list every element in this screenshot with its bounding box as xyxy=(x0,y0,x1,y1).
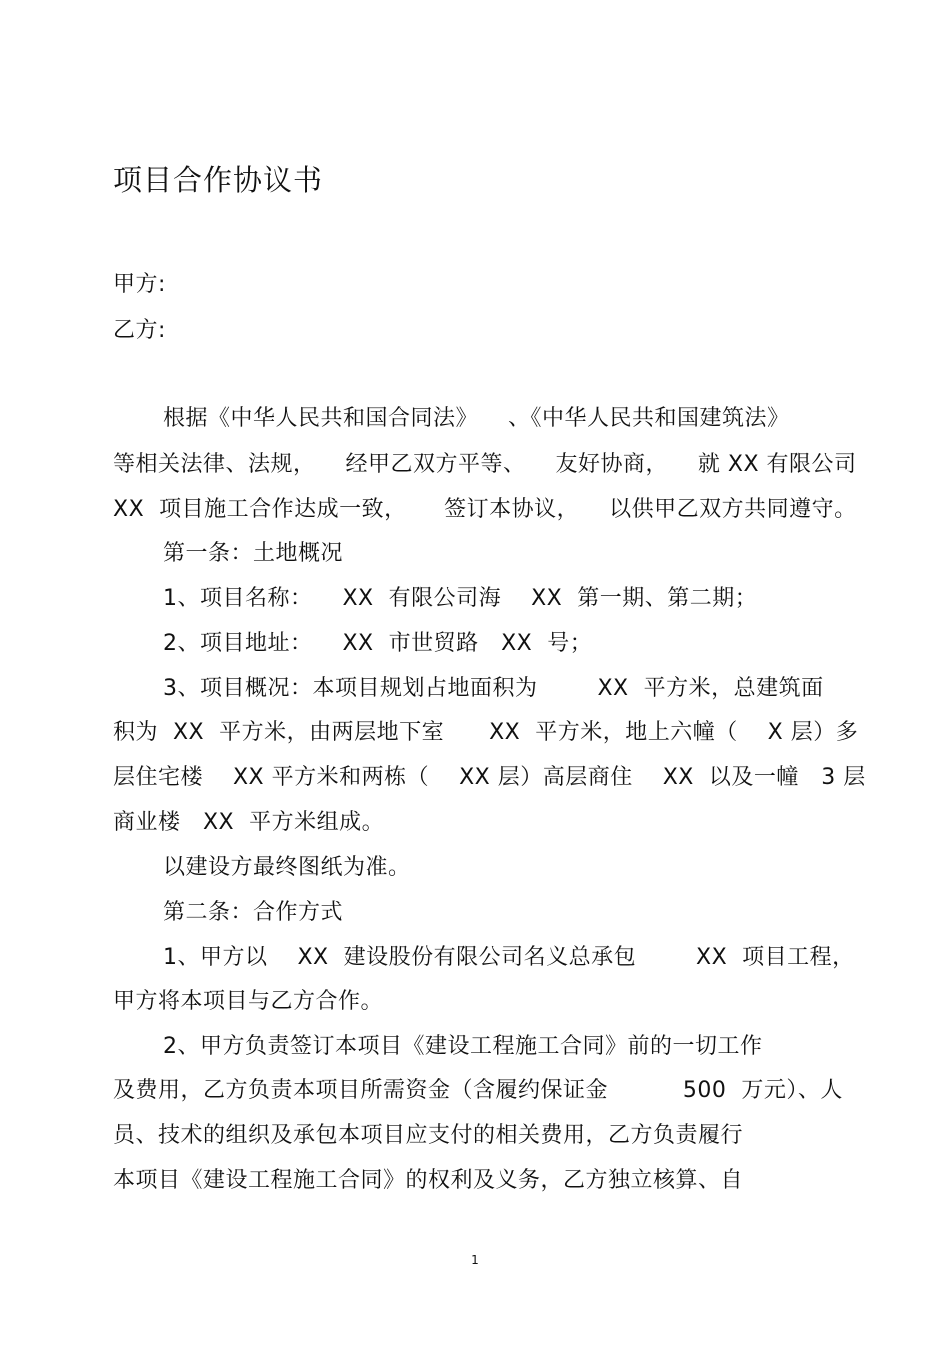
body-line: 本项目《建设工程施工合同》的权利及义务，乙方独立核算、自 xyxy=(113,1168,744,1193)
page-number: 1 xyxy=(471,1253,479,1267)
body-line: 员、技术的组织及承包本项目应支付的相关费用，乙方负责履行 xyxy=(113,1123,744,1148)
body-line: 商业楼 XX 平方米组成。 xyxy=(113,810,385,835)
section-heading: 第一条：土地概况 xyxy=(163,541,344,566)
body-line: 1、项目名称： XX 有限公司海 XX 第一期、第二期； xyxy=(163,586,758,611)
body-line: 层住宅楼 XX 平方米和两栋（ XX 层）高层商住 XX 以及一幢 3 层 xyxy=(113,765,866,790)
body-line: XX 项目施工合作达成一致， 签订本协议， 以供甲乙双方共同遵守。 xyxy=(113,497,857,522)
document-title: 项目合作协议书 xyxy=(113,163,324,197)
body-line: 1、甲方以 XX 建设股份有限公司名义总承包 XX 项目工程， xyxy=(163,945,855,970)
party-b-label: 乙方: xyxy=(113,318,166,343)
party-a-label: 甲方: xyxy=(113,272,166,297)
body-line: 及费用，乙方负责本项目所需资金（含履约保证金 500 万元）、人 xyxy=(113,1078,843,1103)
section-heading: 第二条：合作方式 xyxy=(163,900,344,925)
body-line: 积为 XX 平方米，由两层地下室 XX 平方米，地上六幢（ X 层）多 xyxy=(113,720,859,745)
body-line: 根据《中华人民共和国合同法》 、《中华人民共和国建筑法》 xyxy=(163,406,790,431)
body-line: 3、项目概况：本项目规划占地面积为 XX 平方米，总建筑面 xyxy=(163,676,824,701)
body-line: 2、项目地址： XX 市世贸路 XX 号； xyxy=(163,631,593,656)
body-line: 等相关法律、法规， 经甲乙双方平等、 友好协商， 就 XX 有限公司 xyxy=(113,452,857,477)
body-line: 甲方将本项目与乙方合作。 xyxy=(113,989,384,1014)
body-line: 2、甲方负责签订本项目《建设工程施工合同》前的一切工作 xyxy=(163,1034,763,1059)
body-line: 以建设方最终图纸为准。 xyxy=(163,855,411,880)
